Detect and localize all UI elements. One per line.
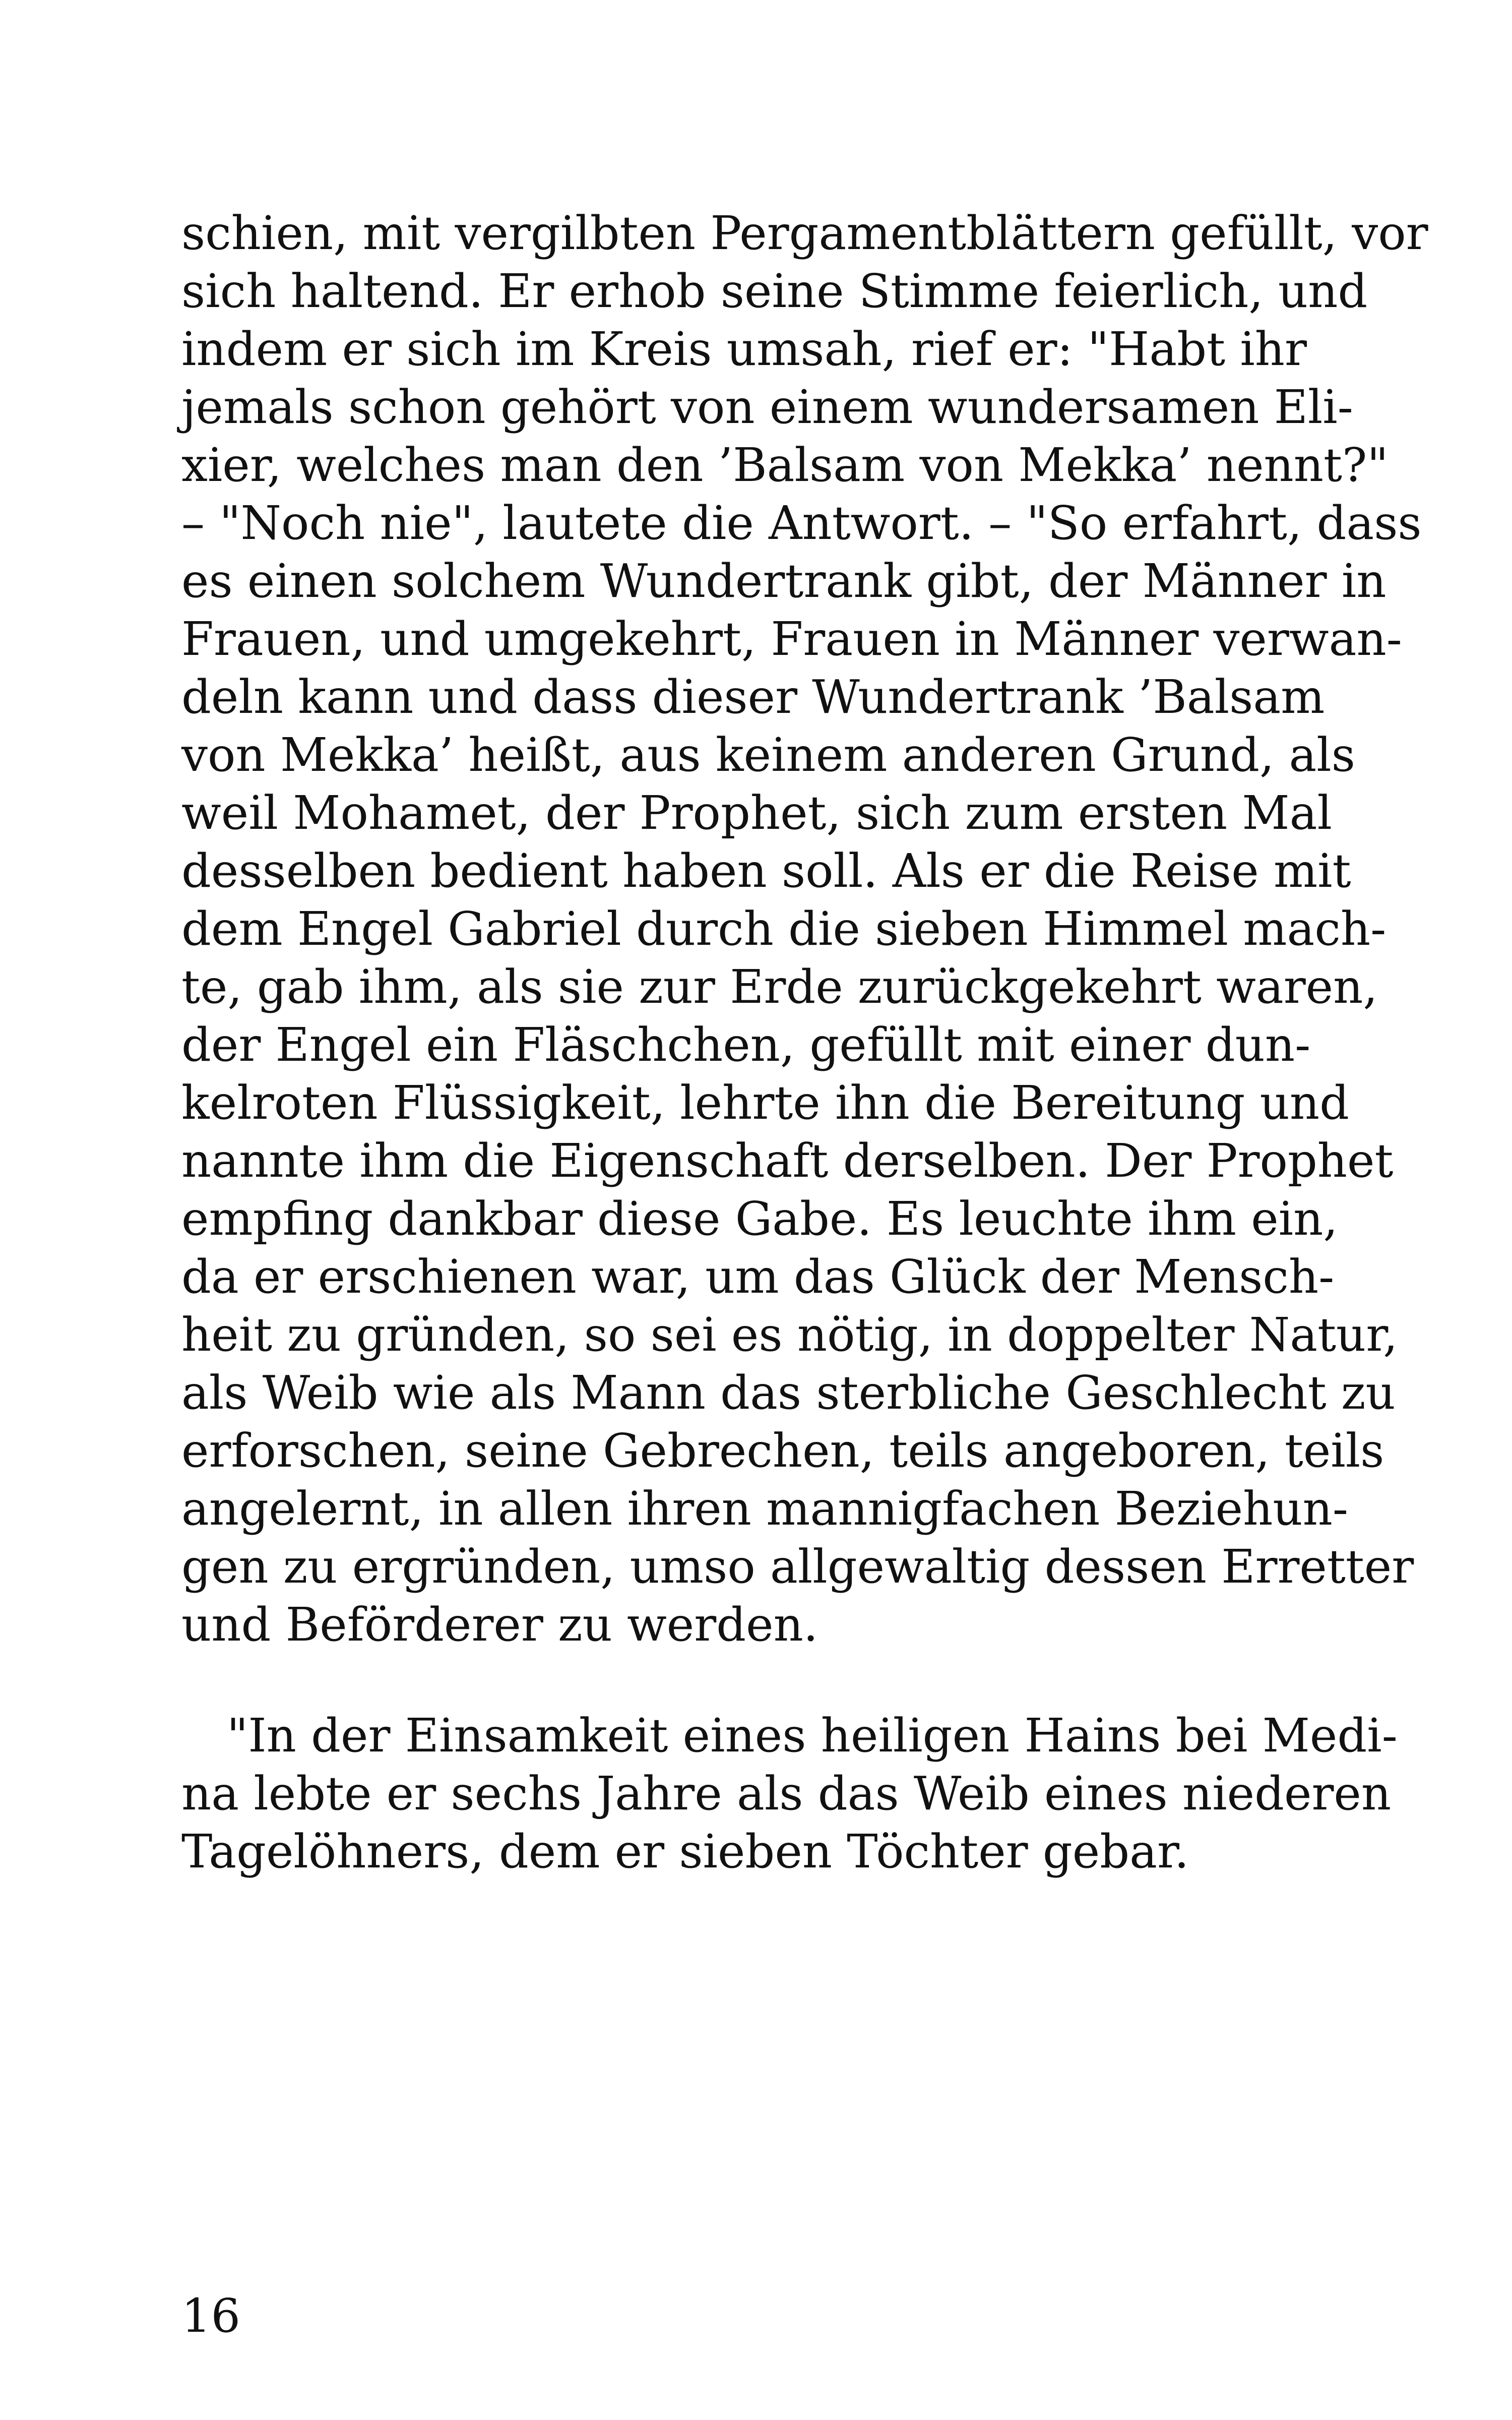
text-line: dem Engel Gabriel durch die sieben Himmel mach- (181, 902, 1387, 956)
text-line: es einen solchem Wundertrank gibt, der Männer in (181, 554, 1387, 608)
text-line: heit zu gründen, so sei es nötig, in doppelter Natur, (181, 1308, 1398, 1362)
text-line: Frauen, und umgekehrt, Frauen in Männer verwan- (181, 612, 1402, 666)
text-line: Tagelöhners, dem er sieben Töchter gebar. (181, 1825, 1189, 1879)
text-line: angelernt, in allen ihren mannigfachen Beziehun- (181, 1482, 1348, 1536)
text-line: xier, welches man den ’Balsam von Mekka’ nennt?" (181, 438, 1389, 492)
text-line: "In der Einsamkeit eines heiligen Hains bei Medi- (227, 1709, 1398, 1763)
text-line: schien, mit vergilbten Pergamentblättern gefüllt, vor (181, 206, 1428, 260)
text-line: desselben bedient haben soll. Als er die Reise mit (181, 844, 1351, 898)
text-line: der Engel ein Fläschchen, gefüllt mit einer dun- (181, 1018, 1311, 1072)
text-line: indem er sich im Kreis umsah, rief er: "Habt ihr (181, 322, 1307, 376)
text-line: von Mekka’ heißt, aus keinem anderen Grund, als (181, 728, 1355, 782)
text-line: kelroten Flüssigkeit, lehrte ihn die Bereitung und (181, 1076, 1350, 1130)
page-number: 16 (181, 2289, 241, 2343)
text-line: te, gab ihm, als sie zur Erde zurückgekehrt waren, (181, 960, 1378, 1014)
text-line: sich haltend. Er erhob seine Stimme feierlich, und (181, 264, 1368, 318)
text-line: – "Noch nie", lautete die Antwort. – "So erfahrt, dass (181, 496, 1422, 550)
text-line: und Beförderer zu werden. (181, 1598, 818, 1652)
text-line: als Weib wie als Mann das sterbliche Geschlecht zu (181, 1366, 1396, 1420)
text-line: weil Mohamet, der Prophet, sich zum ersten Mal (181, 786, 1332, 840)
text-line: na lebte er sechs Jahre als das Weib eines niederen (181, 1767, 1392, 1821)
text-line: empfing dankbar diese Gabe. Es leuchte ihm ein, (181, 1192, 1338, 1246)
text-line: nannte ihm die Eigenschaft derselben. Der Prophet (181, 1134, 1394, 1188)
text-line: da er erschienen war, um das Glück der Mensch- (181, 1250, 1335, 1304)
text-line: deln kann und dass dieser Wundertrank ’Balsam (181, 670, 1325, 724)
text-line: erforschen, seine Gebrechen, teils angeboren, teils (181, 1424, 1384, 1478)
text-line: jemals schon gehört von einem wundersamen Eli- (181, 380, 1353, 434)
text-line: gen zu ergründen, umso allgewaltig dessen Erretter (181, 1540, 1414, 1594)
